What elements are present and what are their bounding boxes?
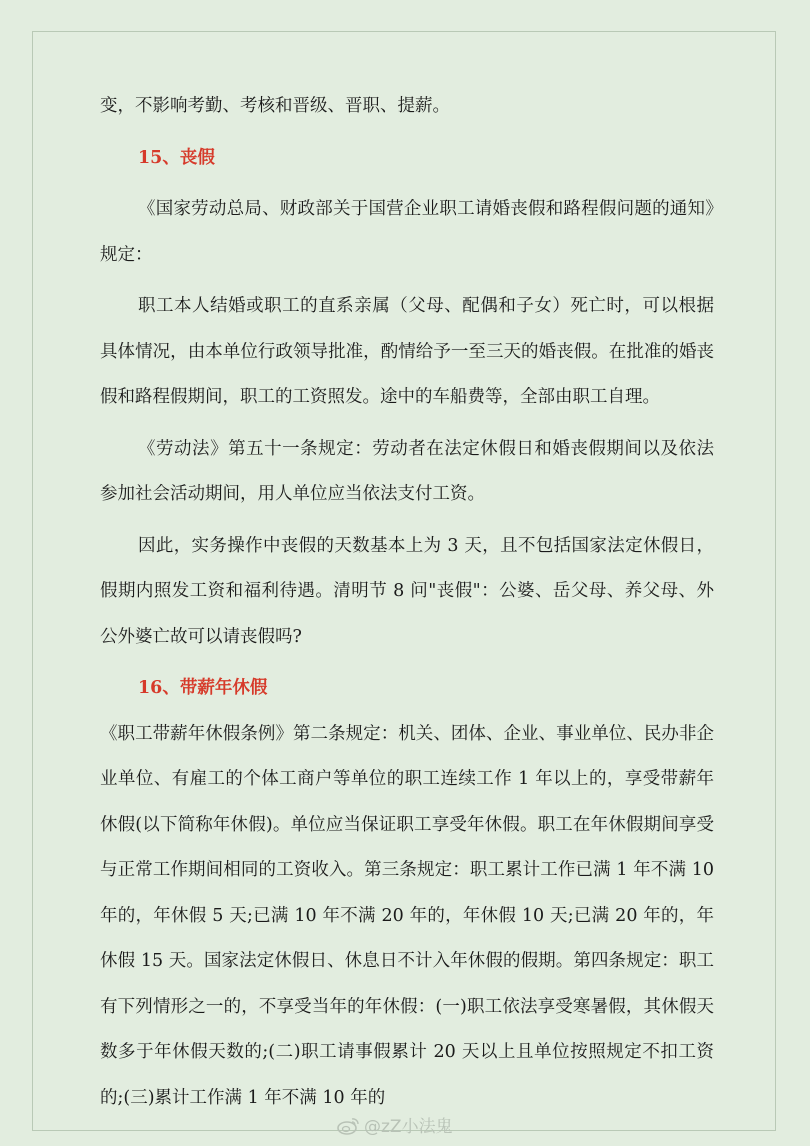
document-body	[100, 84, 714, 1121]
paragraph-notice-citation: 《国家劳动总局、财政部关于国营企业职工请婚丧假和路程假问题的通知》规定：	[100, 199, 714, 265]
paragraph-bereavement-rule: 职工本人结婚或职工的直系亲属（父母、配偶和子女）死亡时，可以根据具体情况，由本单位行政领导批准，酌情给予一至三天的婚丧假。在批准的婚丧假和路程假期间，职工的工资照发。途中的车船费等，全部由职工自理。	[100, 296, 714, 407]
watermark-text: @zZ小法鬼	[364, 1117, 453, 1137]
paragraph-annual-leave: 《职工带薪年休假条例》第二条规定：机关、团体、企业、事业单位、民办非企业单位、有雇工的个体工商户等单位的职工连续工作 1 年以上的，享受带薪年休假(以下简称年休假)。单位应当保证职工享受年休假。职工在年休假期间享受与正常工作期间相同的工资收入。第三条规定：职工累计工作已满 1 年不满 10 年的，年休假 5 天;已满 10 年不满 20 年的，年休假 10 天;已满 20 年的，年休假 15 天。国家法定休假日、休息日不计入年休假的假期。第四条规定：职工有下列情形之一的，不享受当年的年休假：(一)职工依法享受寒暑假，其休假天数多于年休假天数的;(二)职工请事假累计 20 天以上且单位按照规定不扣工资的;(三)累计工作满 1 年不满 10 年的	[100, 723, 714, 1108]
paragraph-continuation: 变，不影响考勤、考核和晋级、晋职、提薪。	[100, 96, 450, 116]
paragraph-conclusion: 因此，实务操作中丧假的天数基本上为 3 天，且不包括国家法定休假日，假期内照发工资和福利待遇。清明节 8 问"丧假"：公婆、岳父母、养父母、外公外婆亡故可以请丧假吗?	[100, 535, 714, 647]
weibo-icon	[336, 1117, 360, 1135]
section-heading-16: 16、带薪年休假	[138, 678, 268, 698]
paragraph-labor-law: 《劳动法》第五十一条规定：劳动者在法定休假日和婚丧假期间以及依法参加社会活动期间，用人单位应当依法支付工资。	[100, 438, 714, 504]
section-heading-15: 15、丧假	[138, 147, 215, 168]
watermark	[336, 1112, 453, 1137]
